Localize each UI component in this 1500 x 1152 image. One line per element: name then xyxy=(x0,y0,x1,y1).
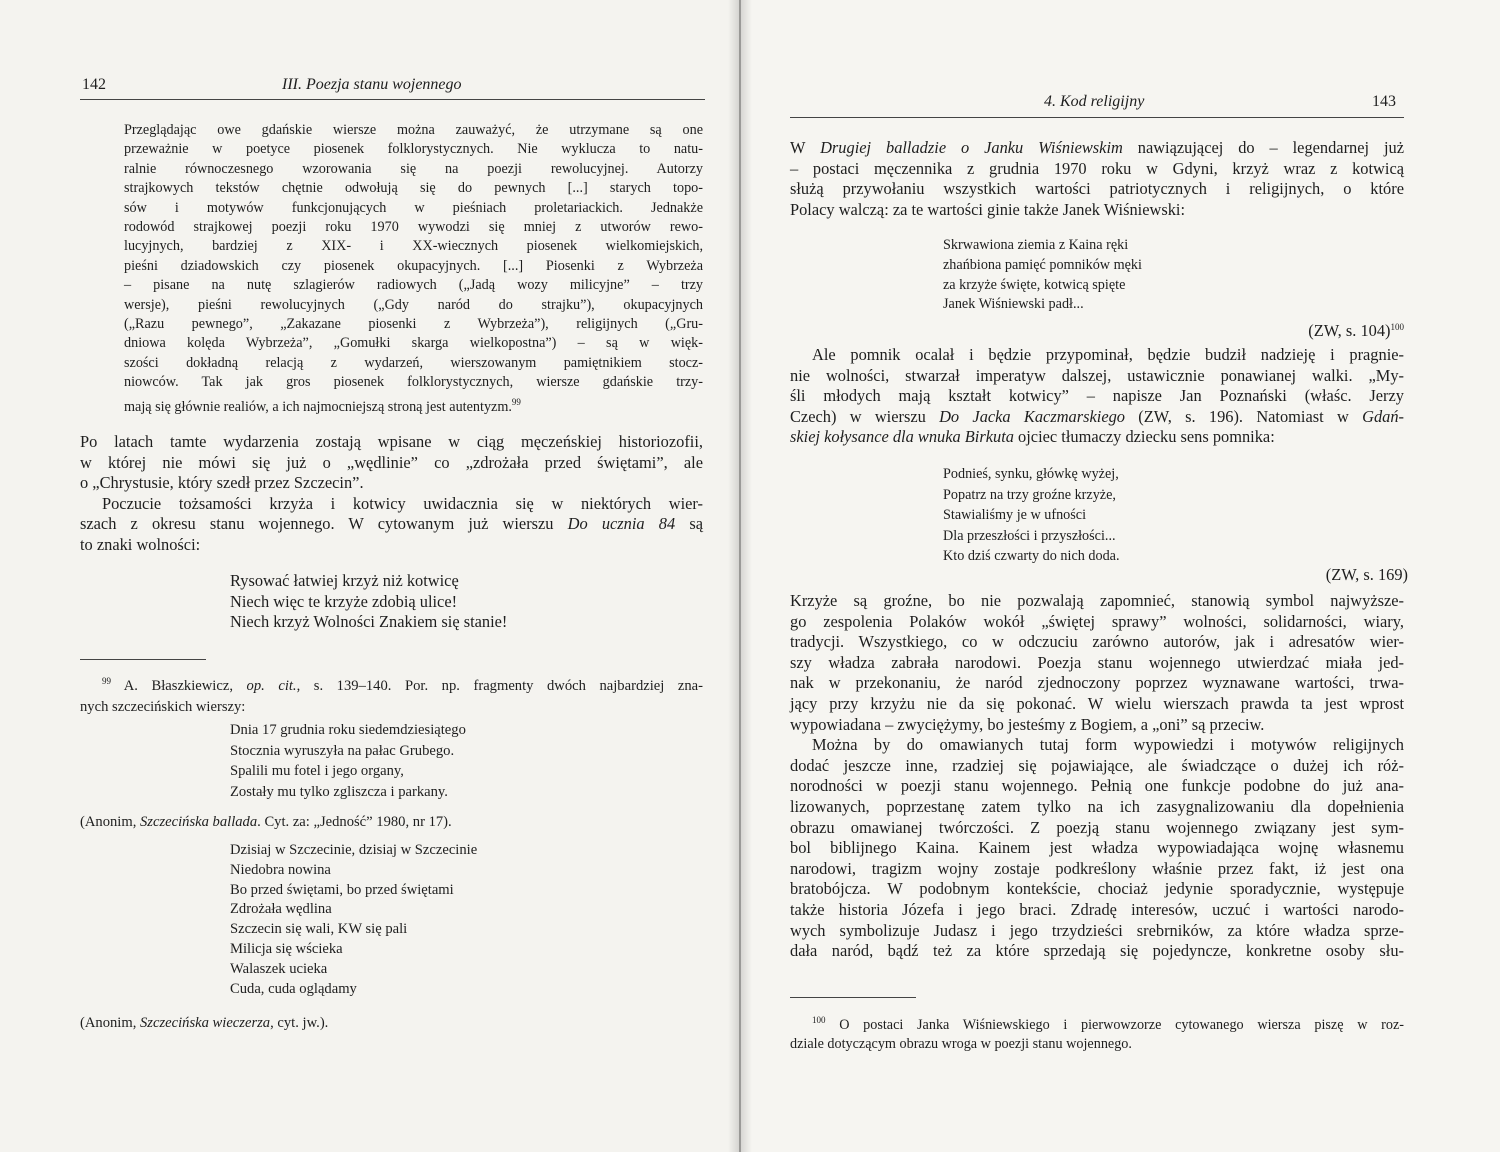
poem-line: Podnieś, synku, główkę wyżej, xyxy=(943,466,1119,482)
header-rule xyxy=(80,99,705,100)
poem-line: Dnia 17 grudnia roku siedemdziesiątego xyxy=(230,722,466,738)
text-span: A. Błaszkiewicz, xyxy=(111,678,247,694)
footnote xyxy=(80,671,703,717)
text-line: obrazu omawianej twórczości. Z poezją stanu wojennego związany jest sym- xyxy=(790,817,1404,837)
text-line xyxy=(790,138,1404,159)
poem-line: Rysować łatwiej krzyż niż kotwicę xyxy=(230,571,459,590)
text-span: szach z okresu stanu wojennego. W cytowanym już wierszu xyxy=(80,514,568,534)
page-number: 143 xyxy=(1372,93,1396,110)
text-line: nak w przekonaniu, że naród zjednoczony poprzez wyznawane wartości, trwa- xyxy=(790,673,1404,693)
quote-line xyxy=(124,393,703,417)
text-line xyxy=(80,514,703,535)
poem-title: Do ucznia 84 xyxy=(567,514,676,534)
footnote-line xyxy=(80,671,703,697)
quote-line: – pisane na nutę szlagierów radiowych („Jadą wozy milicyjne” – trzy xyxy=(124,277,703,294)
text-line: lizowanych, poprzestanę zatem tylko na ich zasygnalizowaniu dla dopełnienia xyxy=(790,796,1404,816)
running-title: III. Poezja stanu wojennego xyxy=(282,76,462,93)
text-line: – postaci męczennika z grudnia 1970 roku w Gdyni, krzyż wraz z kotwicą xyxy=(790,158,1404,178)
quote-line: strajkowych tekstów chętnie odwołują się do pewnych [...] starych topo- xyxy=(124,180,703,197)
poem-line: Milicja się wścieka xyxy=(230,940,343,957)
quote-line: rodowód strajkowej poezji roku 1970 wywodzi się mniej z utworów rewo- xyxy=(124,219,703,236)
poem-line: Stocznia wyruszyła na pałac Grubego. xyxy=(230,742,455,759)
text-line: Można by do omawianych tutaj form wypowiedzi i motywów religijnych xyxy=(812,735,1404,755)
page-number: 142 xyxy=(82,76,106,93)
quote-line: sów i motywów funkcjonujących w pieśniach proletariackich. Jednakże xyxy=(124,199,703,216)
poem-line: Walaszek ucieka xyxy=(230,960,328,977)
quote-line: szości dokładną relacją z wydarzeń, wierszowanym pamiętnikiem stocz- xyxy=(124,354,703,371)
poem-line: Szczecin się wali, KW się pali xyxy=(230,921,408,938)
right-page xyxy=(740,0,1500,1152)
paragraph xyxy=(80,432,703,556)
text-line: bratobójcza. W podobnym kontekście, chociaż jedynie sporadycznie, występuje xyxy=(790,879,1404,899)
poem xyxy=(943,236,1142,315)
poem-title: skiej kołysance dla wnuka Birkuta xyxy=(790,427,1014,447)
quote-line: dniowa kolęda Wybrzeża”, „Gomułki skarga wielkopostna”) – są w więk- xyxy=(124,335,703,352)
footnote-source xyxy=(80,1013,328,1034)
poem-line: Niech więc te krzyże zdobią ulice! xyxy=(230,591,458,611)
text-line xyxy=(790,407,1404,428)
footnote-rule xyxy=(790,997,916,998)
poem-line: Skrwawiona ziemia z Kaina ręki xyxy=(943,237,1129,253)
poem-line: Niech krzyż Wolności Znakiem się stanie! xyxy=(230,612,508,632)
text-line: o „Chrystusie, który szedł przez Szczecin”. xyxy=(80,473,364,493)
quote-line: („Razu pewnego”, „Zakazane piosenki z Wybrzeża”), religijnych („Gru- xyxy=(124,316,703,333)
text-line: szy władza zabrała narodowi. Poezja stanu wojennego utwierdzać miała jed- xyxy=(790,652,1404,672)
left-page xyxy=(0,0,740,1152)
poem-line: Spalili mu fotel i jego organy, xyxy=(230,763,404,779)
citation-text: (ZW, s. 104) xyxy=(1308,321,1391,340)
paragraph xyxy=(790,138,1404,220)
text-span: Czech) w wierszu xyxy=(790,406,940,426)
poem-line: Stawialiśmy je w ufności xyxy=(943,507,1087,524)
text-line: to znaki wolności: xyxy=(80,534,201,554)
text-line: Polacy walczą: za te wartości ginie także Janek Wiśniewski: xyxy=(790,199,1185,219)
text-line: Po latach tamte wydarzenia zostają wpisane w ciąg męczeńskiej historiozofii, xyxy=(80,432,703,451)
text-line: narodowi, tragizm wojny zostaje podkreślony właśnie przez fakt, iż jest ona xyxy=(790,858,1404,878)
text-span: W xyxy=(790,138,821,157)
footnote-source xyxy=(80,812,452,833)
text-span: (Anonim, xyxy=(80,814,140,830)
text-line: jący przy krzyżu nie da się pokonać. W wielu wierszach prawda ta jest wprost xyxy=(790,693,1404,713)
source-line xyxy=(80,1013,328,1034)
poem-line: Janek Wiśniewski padł... xyxy=(943,296,1084,313)
poem xyxy=(230,571,507,633)
poem-title: Do Jacka Kaczmarskiego xyxy=(939,406,1125,426)
footnote-number: 100 xyxy=(812,1015,826,1025)
poem-line: Zdrożała wędlina xyxy=(230,901,332,918)
footnote-poem xyxy=(230,720,466,802)
poem-line: Bo przed świętami, bo przed świętami xyxy=(230,881,454,898)
text-line: Krzyże są groźne, bo nie pozwalają zapomnieć, stanowią symbol najwyższe- xyxy=(790,591,1404,610)
footnote-line: dziale dotyczącym obrazu wroga w poezji stanu wojennego. xyxy=(790,1036,1132,1053)
footnote-rule xyxy=(80,659,206,660)
footnote-marker: 99 xyxy=(511,396,521,407)
footnote-marker: 100 xyxy=(1390,322,1404,332)
quote-line: przeważnie w poetyce piosenek folklorystycznych. Nie wyklucza to natu- xyxy=(124,141,703,158)
quote-line: niowców. Tak jak gros piosenek folklorystycznych, wiersze gdańskie trzy- xyxy=(124,374,703,391)
text-line: służą przywołaniu wszystkich wartości patriotycznych i religijnych, o które xyxy=(790,179,1404,199)
text-span: , s. 139–140. Por. np. fragmenty dwóch najbardziej zna- xyxy=(296,678,703,694)
text-line: wypowiadana – zwyciężymy, bo jesteśmy z Bogiem, a „oni” są przeciw. xyxy=(790,714,1265,734)
text-line: nie wolności, stwarzał imperatyw dalszej, ustawicznie ponawianej walki. „My- xyxy=(790,365,1404,385)
poem-line: Dla przeszłości i przyszłości... xyxy=(943,527,1116,544)
poem-line: Dzisiaj w Szczecinie, dzisiaj w Szczecinie xyxy=(230,842,478,858)
footnote-number: 99 xyxy=(102,676,111,686)
poem-line: Kto dziś czwarty do nich doda. xyxy=(943,548,1120,565)
text-line: Poczucie tożsamości krzyża i kotwicy uwidacznia się w niektórych wier- xyxy=(102,493,703,513)
text-line: wych symbolizuje Judasz i jego trzydzieści srebrników, za które władza sprze- xyxy=(790,920,1404,940)
citation xyxy=(1308,317,1404,342)
footnote-poem xyxy=(230,841,477,999)
text-line: norodności w poezji stanu wojennego. Pełnią one funkcje podobne do już ana- xyxy=(790,776,1404,796)
text-line: w której nie mówi się już o „wędlinie” co „zdrożała przed świętami”, ale xyxy=(80,452,703,472)
text-span: . Cyt. za: „Jedność” 1980, nr 17). xyxy=(257,814,452,830)
text-italic: Szczecińska ballada xyxy=(140,814,258,830)
poem-title: Drugiej balladzie o Janku Wiśniewskim xyxy=(820,138,1123,157)
running-title: 4. Kod religijny xyxy=(1044,93,1145,110)
quote-line-text: mają się głównie realiów, a ich najmocniejszą stroną jest autentyzm. xyxy=(124,398,512,415)
text-span: , cyt. jw.). xyxy=(270,1015,329,1031)
text-span: (ZW, s. 196). Natomiast w xyxy=(1125,406,1363,426)
poem-line: zhańbiona pamięć pomników męki xyxy=(943,256,1142,273)
paragraph xyxy=(790,345,1404,448)
footnote-line xyxy=(790,1011,1404,1035)
text-italic: Szczecińska wieczerza xyxy=(140,1015,271,1031)
text-line: dodać jeszcze inne, rzadziej się pojawiające, ale świadczące o dużej ich róż- xyxy=(790,755,1404,775)
quote-line: wersje), pieśni rewolucyjnych („Gdy naród do strajku”), okupacyjnych xyxy=(124,296,703,313)
header-rule xyxy=(790,117,1404,118)
text-span: (Anonim, xyxy=(80,1015,140,1031)
text-span: nawiązującej do – legendarnej już xyxy=(1122,138,1404,157)
text-line: także historia Józefa i jego braci. Zdradę interesów, uczuć i wartości narodo- xyxy=(790,899,1404,919)
paragraph xyxy=(790,591,1404,962)
text-line: dała naród, bądź też za które sprzedają się pojedyncze, konkretne osoby słu- xyxy=(790,941,1404,961)
quote-line: lucyjnych, bardziej z XIX- i XX-wiecznych piosenek wielkomiejskich, xyxy=(124,238,703,255)
poem-line: Zostały mu tylko zgliszcza i parkany. xyxy=(230,783,448,800)
footnote-line: nych szczecińskich wierszy: xyxy=(80,698,246,715)
text-line: śli młodych mają kształt kotwicy” – napisze Jan Poznański (właśc. Jerzy xyxy=(790,386,1404,406)
text-line: bol biblijnego Kaina. Kainem jest władza wypowiadająca wojnę własnemu xyxy=(790,838,1404,858)
quote-line: ralnie równoczesnego wzorowania się na poezji rewolucyjnej. Autorzy xyxy=(124,160,703,177)
book-spine-gutter xyxy=(728,0,752,1152)
text-span: O postaci Janka Wiśniewskiego i pierwowzorze cytowanego wiersza piszę w roz- xyxy=(825,1017,1404,1033)
poem-title: Gdań- xyxy=(1362,406,1404,426)
text-line: tradycji. Wszystkiego, co w odczuciu zarówno autorów, jak i adresatów wier- xyxy=(790,632,1404,652)
poem-line: Niedobra nowina xyxy=(230,861,331,878)
text-line: Ale pomnik ocalał i będzie przypominał, będzie budził nadzieję i pragnie- xyxy=(812,345,1404,364)
poem-line: za krzyże święte, kotwicą spięte xyxy=(943,276,1126,293)
text-line xyxy=(790,427,1404,448)
poem xyxy=(943,464,1120,567)
quote-line: Przeglądając owe gdańskie wiersze można zauważyć, że utrzymane są one xyxy=(124,122,703,138)
text-line: go zespolenia Polaków wokół „świętej sprawy” wolności, solidarności, wiary, xyxy=(790,611,1404,631)
poem-line: Cuda, cuda oglądamy xyxy=(230,980,357,997)
footnote xyxy=(790,1011,1404,1055)
text-italic: op. cit. xyxy=(246,678,297,694)
source-line xyxy=(80,812,452,833)
citation: (ZW, s. 169) xyxy=(1325,565,1408,584)
poem-line: Popatrz na trzy groźne krzyże, xyxy=(943,486,1116,503)
text-span: ojciec tłumaczy dziecku sens pomnika: xyxy=(1013,427,1275,447)
block-quote xyxy=(124,121,703,417)
text-span: są xyxy=(675,514,703,534)
quote-line: pieśni dziadowskich czy piosenek okupacyjnych. [...] Piosenki z Wybrzeża xyxy=(124,257,703,274)
